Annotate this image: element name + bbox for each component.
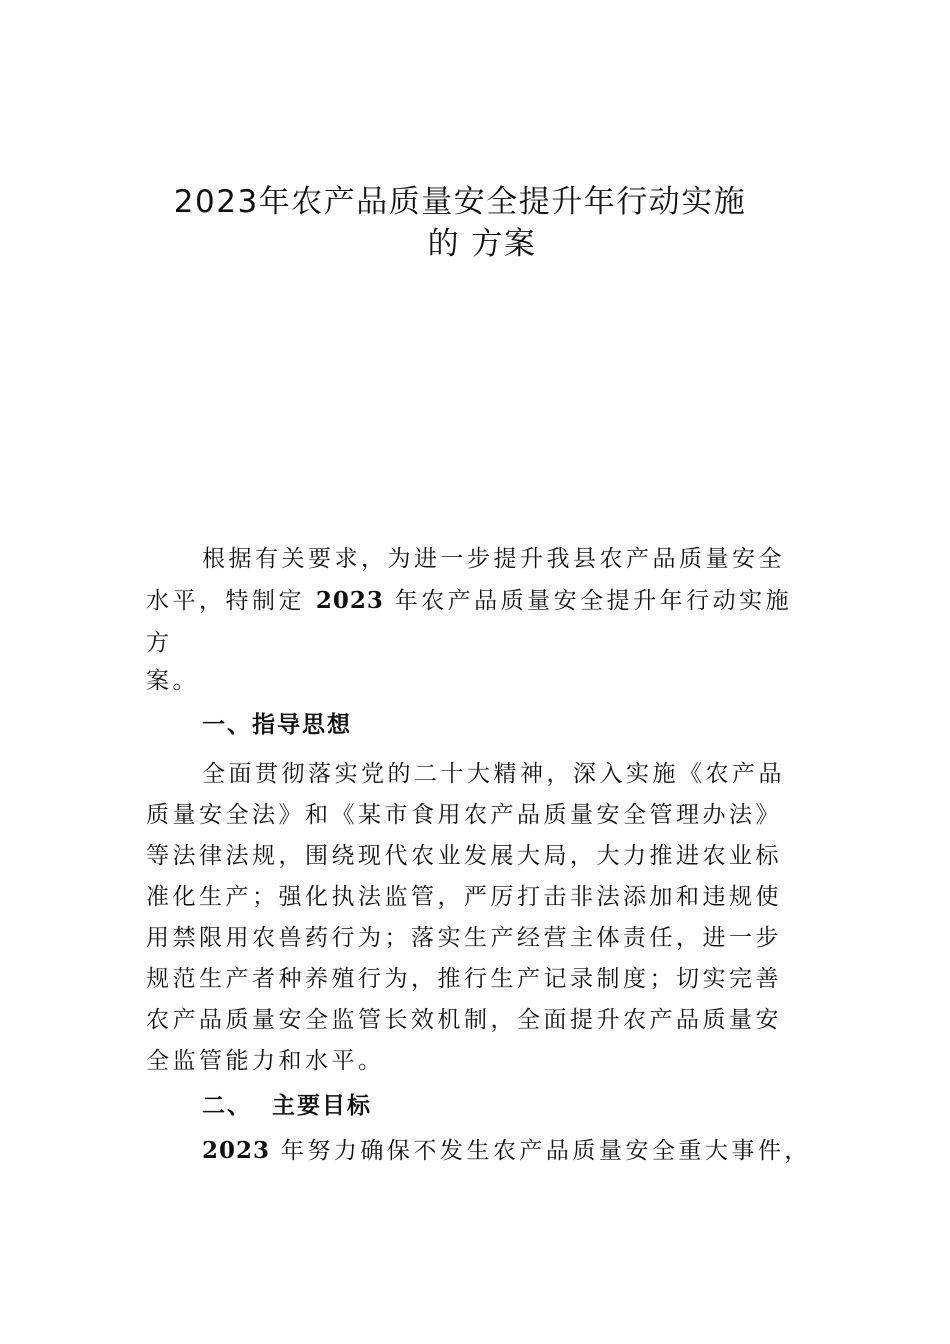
section-2-line-1-text: 年努力确保不发生农产品质量安全重大事件， bbox=[270, 1138, 811, 1164]
intro-line-2 bbox=[146, 582, 792, 615]
section-1-heading: 一、指导思想 bbox=[202, 712, 352, 738]
intro-line-4: 案。 bbox=[146, 668, 199, 694]
intro-line-2-part-a: 水平，特制定 bbox=[146, 588, 316, 614]
section-1-line: 等法律法规，围绕现代农业发展大局，大力推进农业标 bbox=[146, 843, 782, 869]
document-title-line-1: 2023年农产品质量安全提升年行动实施 bbox=[173, 184, 747, 220]
section-1-line: 准化生产；强化执法监管，严厉打击非法添加和违规使 bbox=[146, 884, 782, 910]
section-1-line: 全监管能力和水平。 bbox=[146, 1048, 385, 1074]
section-1-line: 规范生产者种养殖行为，推行生产记录制度；切实完善 bbox=[146, 966, 782, 992]
document-title-line-2: 的 方案 bbox=[427, 226, 537, 262]
section-2-line-1 bbox=[202, 1132, 811, 1165]
intro-year: 2023 bbox=[315, 587, 384, 614]
section-1-line: 用禁限用农兽药行为；落实生产经营主体责任，进一步 bbox=[146, 925, 782, 951]
section-2-heading: 二、 主要目标 bbox=[202, 1093, 373, 1119]
intro-line-1: 根据有关要求，为进一步提升我县农产品质量安全 bbox=[202, 546, 785, 572]
section-1-line: 农产品质量安全监管长效机制，全面提升农产品质量安 bbox=[146, 1007, 782, 1033]
intro-line-3: 方 bbox=[146, 630, 173, 656]
section-1-line: 全面贯彻落实党的二十大精神，深入实施《农产品 bbox=[202, 761, 785, 787]
intro-line-2-part-b: 年农产品质量安全提升年行动实施 bbox=[383, 588, 793, 614]
section-2-year: 2023 bbox=[202, 1137, 271, 1164]
section-1-line: 质量安全法》和《某市食用农产品质量安全管理办法》 bbox=[146, 802, 782, 828]
